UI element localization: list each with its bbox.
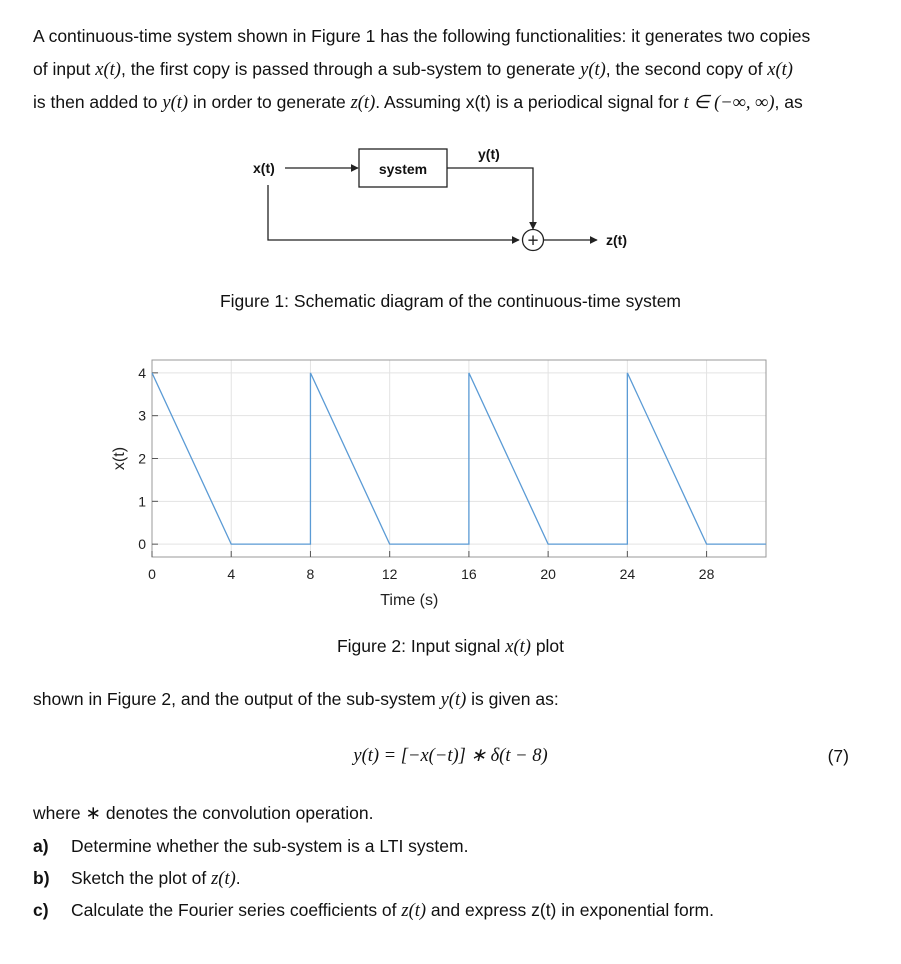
where-line: where ∗ denotes the convolution operation. (33, 803, 374, 824)
x-tick-label: 20 (540, 566, 556, 582)
x-tick-label: 0 (148, 566, 156, 582)
x-axis-title: Time (s) (380, 592, 439, 609)
x-tick-label: 28 (698, 566, 715, 582)
y-tick-label: 0 (138, 536, 146, 553)
y-tick-label: 3 (138, 407, 146, 424)
chart-ticks (138, 365, 714, 582)
y-tick-label: 4 (138, 364, 146, 381)
intro-line-1: A continuous-time system shown in Figure 1 has the following functionalities: it generates two copies (33, 26, 811, 46)
equation-number: (7) (827, 746, 849, 766)
y-tick-label: 2 (138, 450, 146, 467)
system-block-label: system (378, 161, 428, 177)
question-b: b) Sketch the plot of z(t). (33, 868, 241, 889)
intro-line-3: is then added to y(t) in order to generate z(t). Assuming x(t) is a periodical signal for t ∈ (−∞, ∞), as (33, 92, 803, 113)
after-figure-text: shown in Figure 2, and the output of the sub-system y(t) is given as: (33, 689, 559, 710)
diagram-input-label: x(t) (253, 160, 275, 176)
diagram-output-label: y(t) (478, 146, 500, 162)
y-tick-label: 1 (138, 493, 146, 510)
y-axis-title: x(t) (111, 446, 128, 471)
adder-symbol: + (527, 230, 539, 252)
diagram-result-label: z(t) (606, 232, 627, 248)
figure1-caption: Figure 1: Schematic diagram of the continuous-time system (219, 291, 682, 311)
x-tick-label: 12 (381, 566, 398, 582)
figure2-caption: Figure 2: Input signal x(t) plot (336, 636, 565, 657)
equation-7: y(t) = [−x(−t)] ∗ δ(t − 8) (353, 746, 548, 766)
intro-line-2: of input x(t), the first copy is passed through a sub-system to generate y(t), the second copy of x(t) (33, 58, 793, 80)
chart-grid (152, 360, 766, 557)
question-a: a) Determine whether the sub-system is a LTI system. (33, 836, 469, 856)
x-tick-label: 8 (306, 566, 315, 582)
x-tick-label: 4 (227, 566, 236, 582)
x-tick-label: 16 (461, 566, 477, 582)
x-tick-label: 24 (619, 566, 636, 582)
question-c: c) Calculate the Fourier series coefficients of z(t) and express z(t) in exponential form. (33, 900, 714, 921)
